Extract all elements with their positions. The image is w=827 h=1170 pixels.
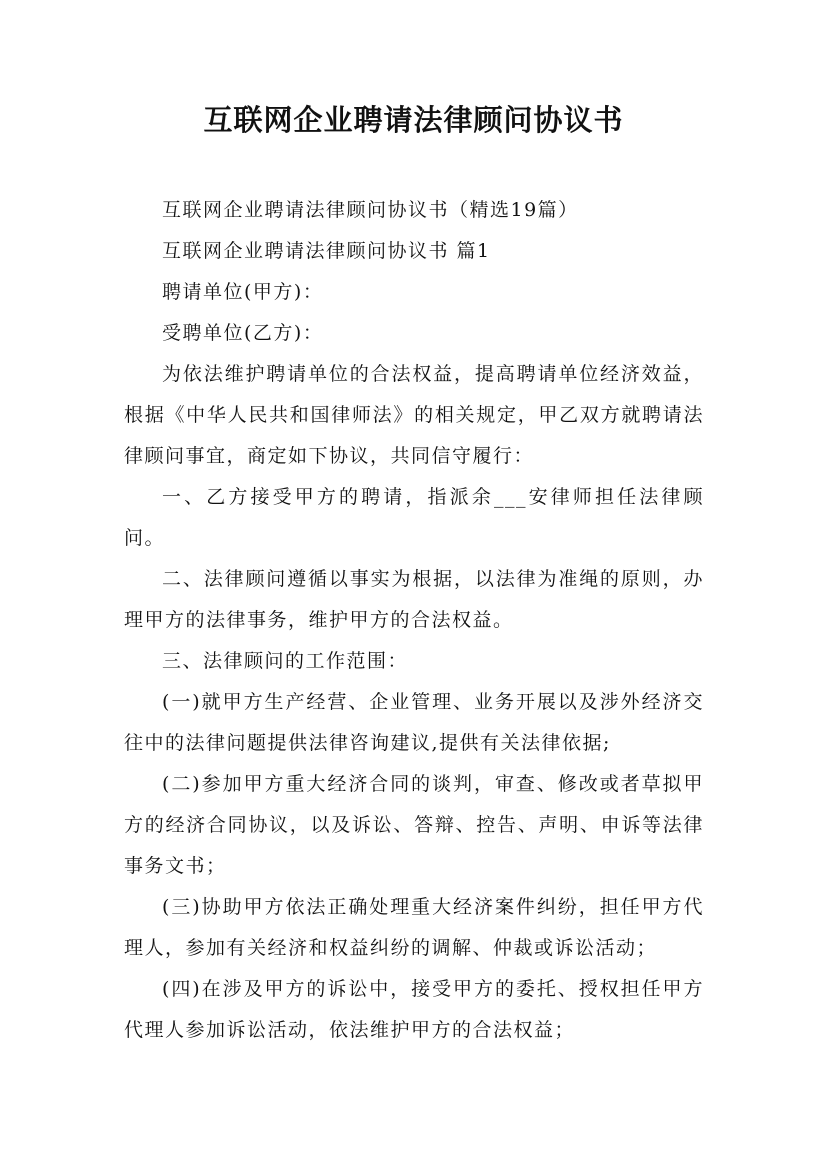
paragraph-item-1: (一)就甲方生产经营、企业管理、业务开展以及涉外经济交往中的法律问题提供法律咨询建议,提供有关法律依据;: [124, 691, 704, 754]
paragraph-party-b: 受聘单位(乙方)：: [162, 322, 324, 344]
paragraph-item-4: (四)在涉及甲方的诉讼中，接受甲方的委托、授权担任甲方代理人参加诉讼活动，依法维护甲方的合法权益；: [124, 978, 704, 1041]
paragraph-item-3: (三)协助甲方依法正确处理重大经济案件纠纷，担任甲方代理人，参加有关经济和权益纠纷的调解、仲裁或诉讼活动；: [124, 896, 704, 959]
paragraph-party-a: 聘请单位(甲方)：: [162, 281, 324, 303]
paragraph-section-heading: 互联网企业聘请法律顾问协议书 篇1: [162, 240, 491, 262]
paragraph-preamble: 为依法维护聘请单位的合法权益，提高聘请单位经济效益，根据《中华人民共和国律师法》的相关规定，甲乙双方就聘请法律顾问事宜，商定如下协议，共同信守履行：: [124, 363, 704, 467]
paragraph-clause-3: 三、法律顾问的工作范围：: [162, 650, 409, 672]
document-title: 互联网企业聘请法律顾问协议书: [203, 103, 624, 137]
paragraph-clause-2: 二、法律顾问遵循以事实为根据，以法律为准绳的原则，办理甲方的法律事务，维护甲方的合法权益。: [124, 568, 704, 631]
paragraph-clause-1: 一、乙方接受甲方的聘请，指派余___安律师担任法律顾问。: [124, 486, 704, 549]
document-body: [124, 190, 704, 1051]
paragraph-subtitle: 互联网企业聘请法律顾问协议书（精选19篇）: [162, 199, 579, 221]
paragraph-item-2: (二)参加甲方重大经济合同的谈判，审查、修改或者草拟甲方的经济合同协议，以及诉讼、答辩、控告、声明、申诉等法律事务文书；: [124, 773, 704, 877]
